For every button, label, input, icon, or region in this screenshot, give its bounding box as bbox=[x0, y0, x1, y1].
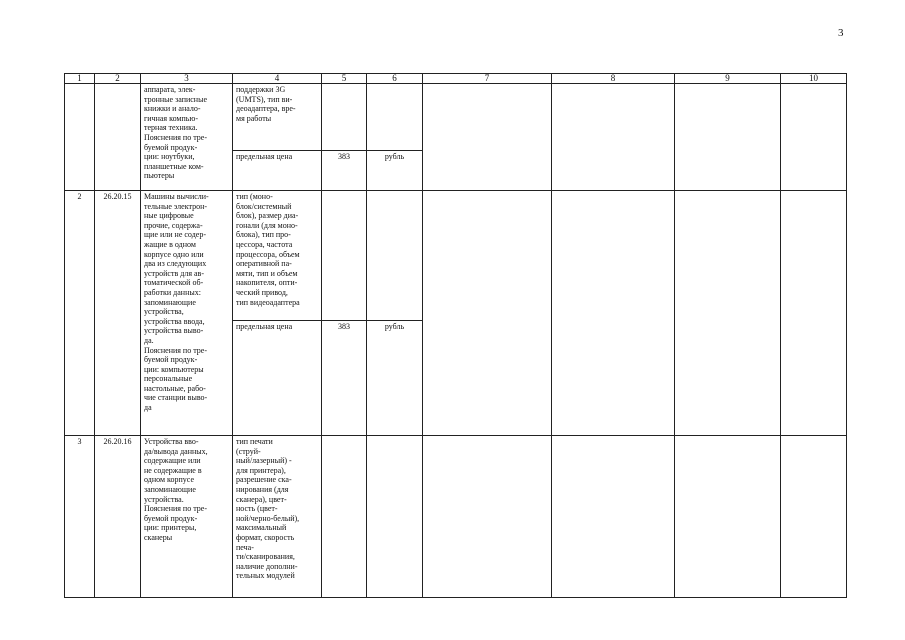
header-cell: 4 bbox=[233, 74, 322, 84]
empty-cell bbox=[322, 84, 367, 151]
empty-cell bbox=[367, 84, 423, 151]
code-cell: 26.20.15 bbox=[95, 191, 141, 436]
limit-unit-cell: рубль bbox=[367, 151, 423, 191]
empty-cell bbox=[423, 191, 552, 436]
limit-unit-cell: рубль bbox=[367, 321, 423, 436]
header-cell: 5 bbox=[322, 74, 367, 84]
header-row bbox=[65, 74, 847, 84]
code-cell bbox=[95, 84, 141, 191]
characteristics-cell: тип (моно- блок/системный блок), размер диа- гонали (для моно- блока), тип про- цессора, частота процессора, объем оперативной па- мяти, тип и объем накопителя, опти- ческий привод, тип видеоадаптера bbox=[233, 191, 322, 321]
empty-cell bbox=[367, 191, 423, 321]
page-number: 3 bbox=[838, 27, 844, 39]
description-cell: аппарата, элек- тронные записные книжки и анало- гичная компью- терная техника. Пояснения по тре- буемой продук- ции: ноутбуки, планшетные ком- пьютеры bbox=[141, 84, 233, 191]
header-cell: 7 bbox=[423, 74, 552, 84]
empty-cell bbox=[367, 436, 423, 598]
description-cell: Машины вычисли- тельные электрон- ные цифровые прочие, содержа- щие или не содер- жащие в одном корпусе одно или два из следующих устройств для ав- томатической об- работки данных: запоминающие устройства, устройства ввода, устройства выво- да. Пояснения по тре- буемой продук- ции: компьютеры персональные настольные, рабо- чие станции выво- да bbox=[141, 191, 233, 436]
header-cell: 6 bbox=[367, 74, 423, 84]
table-row bbox=[65, 191, 847, 321]
characteristics-cell: тип печати (струй- ный/лазерный) - для принтера), разрешение ска- нирования (для сканера), цвет- ность (цвет- ной/черно-белый), максимальный формат, скорость печа- ти/сканирования, наличие дополни- тельных модулей bbox=[233, 436, 322, 598]
empty-cell bbox=[552, 436, 675, 598]
code-cell: 26.20.16 bbox=[95, 436, 141, 598]
table-row bbox=[65, 436, 847, 598]
requirements-table bbox=[64, 73, 847, 598]
row-number-cell bbox=[65, 84, 95, 191]
limit-value-cell: 383 bbox=[322, 321, 367, 436]
header-cell: 3 bbox=[141, 74, 233, 84]
row-number-cell: 3 bbox=[65, 436, 95, 598]
table-row bbox=[65, 84, 847, 151]
empty-cell bbox=[781, 84, 847, 191]
empty-cell bbox=[552, 191, 675, 436]
empty-cell bbox=[675, 191, 781, 436]
empty-cell bbox=[675, 84, 781, 191]
limit-label-cell: предельная цена bbox=[233, 321, 322, 436]
limit-label-cell: предельная цена bbox=[233, 151, 322, 191]
empty-cell bbox=[781, 436, 847, 598]
header-cell: 10 bbox=[781, 74, 847, 84]
empty-cell bbox=[322, 436, 367, 598]
empty-cell bbox=[423, 84, 552, 191]
description-cell: Устройства вво- да/вывода данных, содержащие или не содержащие в одном корпусе запоминающие устройства. Пояснения по тре- буемой продук- ции: принтеры, сканеры bbox=[141, 436, 233, 598]
empty-cell bbox=[423, 436, 552, 598]
characteristics-cell: поддержки 3G (UMTS), тип ви- деоадаптера, вре- мя работы bbox=[233, 84, 322, 151]
empty-cell bbox=[552, 84, 675, 191]
header-cell: 9 bbox=[675, 74, 781, 84]
empty-cell bbox=[675, 436, 781, 598]
header-cell: 2 bbox=[95, 74, 141, 84]
empty-cell bbox=[322, 191, 367, 321]
empty-cell bbox=[781, 191, 847, 436]
header-cell: 8 bbox=[552, 74, 675, 84]
limit-value-cell: 383 bbox=[322, 151, 367, 191]
row-number-cell: 2 bbox=[65, 191, 95, 436]
header-cell: 1 bbox=[65, 74, 95, 84]
